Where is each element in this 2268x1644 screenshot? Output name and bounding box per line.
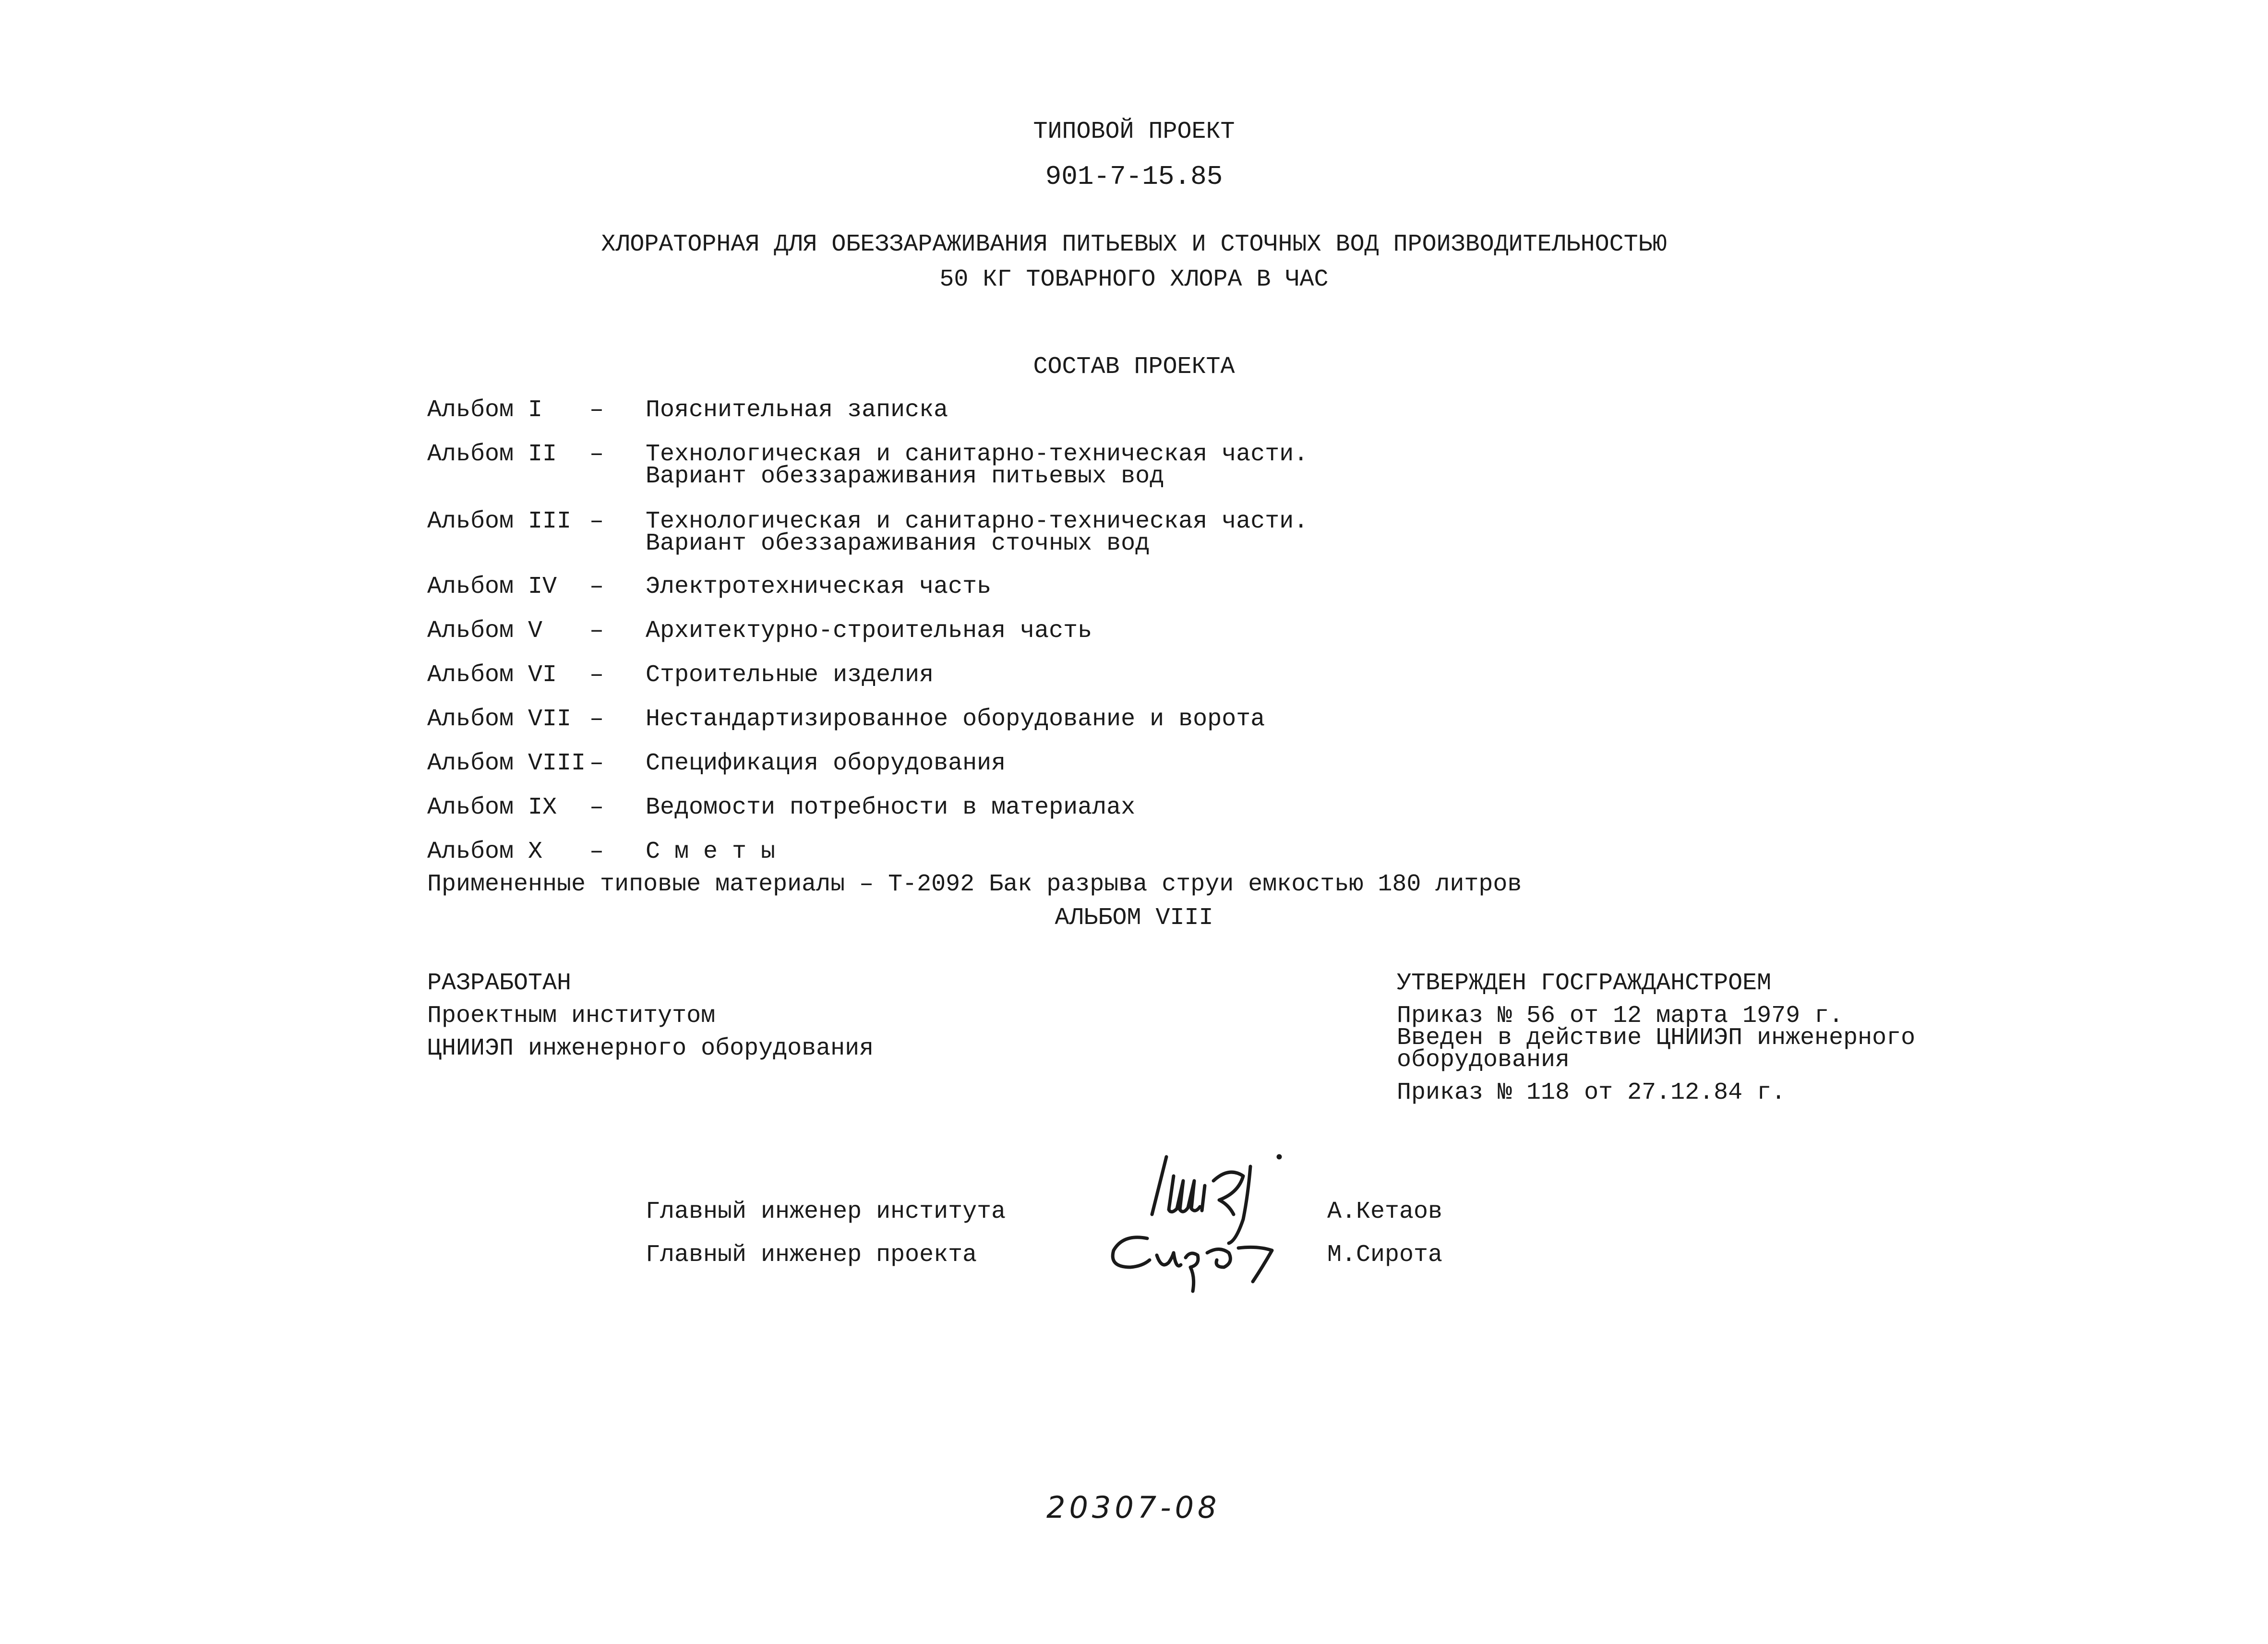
composition-heading: СОСТАВ ПРОЕКТА [1033,353,1235,381]
developed-heading: РАЗРАБОТАН [427,970,572,997]
album-label: Альбом VIII [427,750,586,777]
signature-role: Главный инженер проекта [646,1241,977,1269]
album-description: Ведомости потребности в материалах [646,794,1136,821]
album-description: С м е т ы [646,838,776,865]
album-description: Пояснительная записка [646,396,948,424]
album-description: Строительные изделия [646,661,934,689]
album-dash: – [589,706,604,733]
album-label: Альбом X [427,838,543,865]
album-dash: – [589,750,604,777]
project-title-line1: ХЛОРАТОРНАЯ ДЛЯ ОБЕЗЗАРАЖИВАНИЯ ПИТЬЕВЫХ И СТОЧНЫХ ВОД ПРОИЗВОДИТЕЛЬНОСТЬЮ [601,231,1667,258]
album-dash: – [589,794,604,821]
album-label: Альбом V [427,617,543,645]
signatory-name: А.Кетаов [1327,1198,1443,1225]
album-dash: – [589,508,604,535]
album-dash: – [589,661,604,689]
document-type-label: ТИПОВОЙ ПРОЕКТ [1033,118,1235,145]
album-label: Альбом IV [427,573,557,600]
album-dash: – [589,573,604,600]
approved-heading: УТВЕРЖДЕН ГОСГРАЖДАНСТРОЕМ [1397,970,1772,997]
album-label: Альбом I [427,396,543,424]
inventory-number: 20307-08 [1046,1490,1221,1525]
album-dash: – [589,396,604,424]
album-description: Нестандартизированное оборудование и ворота [646,706,1265,733]
album-dash: – [589,441,604,468]
project-number: 901-7-15.85 [1045,161,1223,192]
album-label: Альбом III [427,508,572,535]
developer-line1: Проектным институтом [427,1002,716,1030]
album-label: Альбом VI [427,661,557,689]
album-description: Архитектурно-строительная часть [646,617,1092,645]
signatory-name: М.Сирота [1327,1241,1443,1269]
album-dash: – [589,617,604,645]
album-description: Технологическая и санитарно-техническая части. [646,508,1308,535]
album-label: Альбом IX [427,794,557,821]
applied-materials: Примененные типовые материалы – Т-2092 Бак разрыва струи емкостью 180 литров [427,871,1522,898]
signature-role: Главный инженер института [646,1198,1006,1225]
enacted-line1: Введен в действие ЦНИИЭП инженерного [1397,1024,1916,1052]
album-description: Спецификация оборудования [646,750,1006,777]
album-dash: – [589,838,604,865]
album-description-line2: Вариант обеззараживания питьевых вод [646,463,1164,490]
enacted-line2: оборудования [1397,1046,1570,1074]
album-label: Альбом VII [427,706,572,733]
developer-line2: ЦНИИЭП инженерного оборудования [427,1035,874,1062]
handwritten-signature-icon [1085,1147,1310,1301]
project-title-line2: 50 КГ ТОВАРНОГО ХЛОРА В ЧАС [939,266,1329,293]
enactment-order: Приказ № 118 от 27.12.84 г. [1397,1079,1786,1106]
album-description-line2: Вариант обеззараживания сточных вод [646,530,1150,557]
album-label: Альбом II [427,441,557,468]
album-description: Технологическая и санитарно-техническая части. [646,441,1308,468]
current-album: АЛЬБОМ VIII [1055,904,1213,932]
approval-order: Приказ № 56 от 12 марта 1979 г. [1397,1002,1844,1030]
album-description: Электротехническая часть [646,573,992,600]
